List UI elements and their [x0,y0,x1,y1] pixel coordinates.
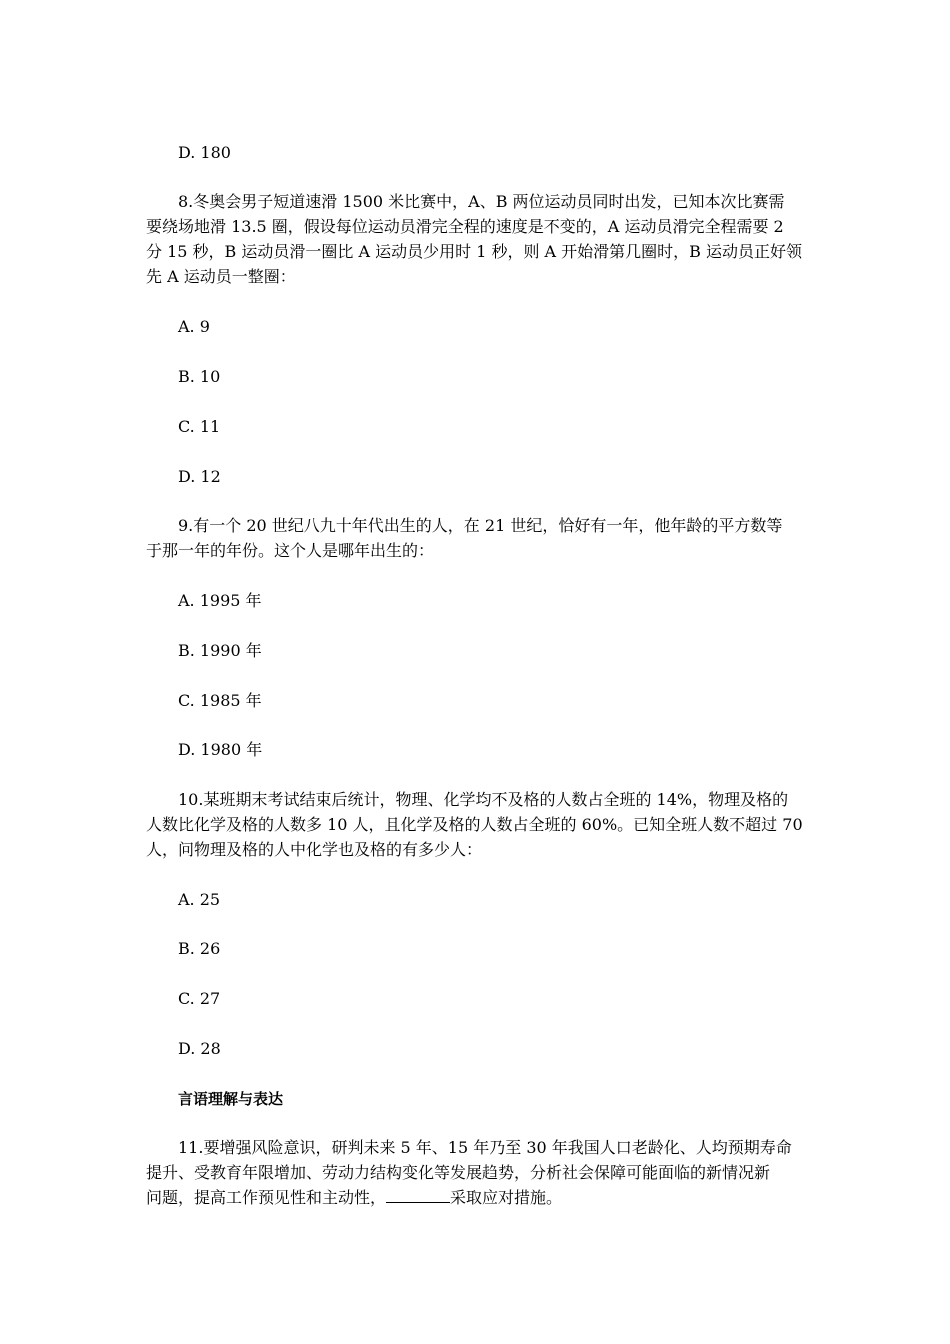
q8-option-a: A. 9 [178,317,210,336]
q8-text-line-1: 8.冬奥会男子短道速滑 1500 米比赛中，A、B 两位运动员同时出发，已知本次比赛需 [178,192,785,211]
section-heading: 言语理解与表达 [178,1090,284,1108]
q8-text-line-4: 先 A 运动员一整圈： [146,267,296,286]
q10-option-a: A. 25 [178,890,221,909]
q10-option-d: D. 28 [178,1039,221,1058]
q9-option-a: A. 1995 年 [178,591,262,610]
q8-text-line-3: 分 15 秒，B 运动员滑一圈比 A 运动员少用时 1 秒，则 A 开始滑第几圈时，B 运动员正好领 [146,242,803,261]
q8-text-line-2: 要绕场地滑 13.5 圈，假设每位运动员滑完全程的速度是不变的，A 运动员滑完全程需要 2 [146,217,784,236]
q11-text-line-1: 11.要增强风险意识，研判未来 5 年、15 年乃至 30 年我国人口老龄化、人均预期寿命 [178,1138,792,1157]
q11-line-3-after: 采取应对措施。 [450,1188,563,1207]
q10-text-line-1: 10.某班期末考试结束后统计，物理、化学均不及格的人数占全班的 14%，物理及格的 [178,790,789,809]
q9-option-c: C. 1985 年 [178,691,262,710]
q8-option-d: D. 12 [178,467,221,486]
q7-option-d: D. 180 [178,143,231,162]
q10-option-c: C. 27 [178,989,221,1008]
q10-text-line-3: 人，问物理及格的人中化学也及格的有多少人： [146,840,483,859]
q11-text-line-3 [146,1186,562,1210]
q10-option-b: B. 26 [178,939,221,958]
q11-line-3-before: 问题，提高工作预见性和主动性， [146,1188,387,1207]
q9-option-b: B. 1990 年 [178,641,262,660]
q8-option-c: C. 11 [178,417,221,436]
q10-text-line-2: 人数比化学及格的人数多 10 人，且化学及格的人数占全班的 60%。已知全班人数不超过 70 [146,815,803,834]
q11-text-line-2: 提升、受教育年限增加、劳动力结构变化等发展趋势，分析社会保障可能面临的新情况新 [146,1163,771,1182]
q9-text-line-1: 9.有一个 20 世纪八九十年代出生的人，在 21 世纪，恰好有一年，他年龄的平方数等 [178,516,783,535]
q8-option-b: B. 10 [178,367,221,386]
q9-text-line-2: 于那一年的年份。这个人是哪年出生的： [146,541,435,560]
q9-option-d: D. 1980 年 [178,740,263,759]
answer-blank [386,1188,450,1203]
